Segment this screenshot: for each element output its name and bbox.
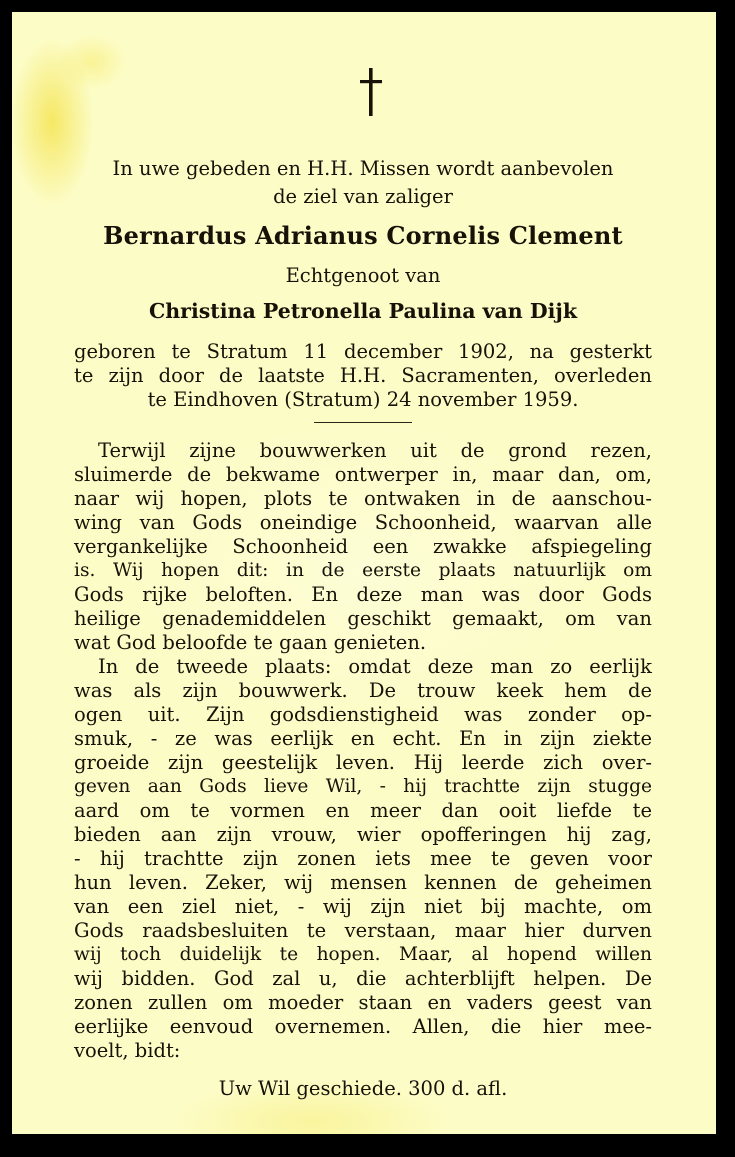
- body-line: wij toch duidelijk te hopen. Maar, al hopend willen: [74, 944, 652, 965]
- body-line: sluimerde de bekwame ontwerper in, maar dan, om,: [74, 463, 652, 486]
- body-line: is. Wij hopen dit: in de eerste plaats natuurlijk om: [74, 560, 652, 581]
- body-line: hun leven. Zeker, wij mensen kennen de geheimen: [74, 871, 652, 894]
- body-line: zonen zullen om moeder staan en vaders geest van: [74, 991, 652, 1014]
- body-line: naar wij hopen, plots te ontwaken in de aanschou-: [74, 487, 652, 510]
- intro-line: In uwe gebeden en H.H. Missen wordt aanbevolen: [112, 157, 614, 180]
- details-line: te zijn door de laatste H.H. Sacramenten, overleden: [74, 364, 652, 387]
- deceased-name: Bernardus Adrianus Cornelis Clement: [103, 221, 623, 250]
- body-line: Terwijl zijne bouwwerken uit de grond rezen,: [98, 439, 652, 462]
- details-line: geboren te Stratum 11 december 1902, na gesterkt: [74, 340, 652, 363]
- body-line: wat God beloofde te gaan genieten.: [74, 631, 427, 654]
- body-line: wing van Gods oneindige Schoonheid, waarvan alle: [74, 511, 652, 534]
- prayer-text: Uw Wil geschiede. 300 d. afl.: [218, 1077, 508, 1100]
- body-line: wij bidden. God zal u, die achterblijft helpen. De: [74, 967, 652, 990]
- body-line: van een ziel niet, - wij zijn niet bij machte, om: [74, 895, 652, 918]
- body-line: heilige genademiddelen geschikt gemaakt, om van: [74, 607, 652, 630]
- body-line: - hij trachtte zijn zonen iets mee te geven voor: [74, 847, 652, 870]
- body-line: bieden aan zijn vrouw, wier opofferingen hij zag,: [74, 823, 652, 846]
- body-line: aard om te vormen en meer dan ooit liefde te: [74, 799, 652, 822]
- body-line: In de tweede plaats: omdat deze man zo eerlijk: [98, 655, 652, 678]
- body-line: vergankelijke Schoonheid een zwakke afspiegeling: [74, 535, 652, 558]
- body-line: smuk, - ze was eerlijk en echt. En in zijn ziekte: [74, 727, 652, 750]
- body-line: eerlijke eenvoud overnemen. Allen, die hier mee-: [74, 1015, 652, 1038]
- body-line: Gods rijke beloften. En deze man was door Gods: [74, 583, 652, 606]
- body-line: voelt, bidt:: [74, 1039, 181, 1062]
- body-line: was als zijn bouwwerk. De trouw keek hem de: [74, 679, 652, 702]
- relation-text: Echtgenoot van: [285, 264, 441, 287]
- details-line: te Eindhoven (Stratum) 24 november 1959.: [147, 388, 579, 411]
- separator-rule: [314, 422, 412, 423]
- intro-line: de ziel van zaliger: [273, 185, 453, 208]
- body-line: Gods raadsbesluiten te verstaan, maar hier durven: [74, 919, 652, 942]
- body-line: geven aan Gods lieve Wil, - hij trachtte zijn stugge: [74, 776, 652, 797]
- cross-icon: [356, 66, 386, 118]
- memorial-card: [12, 12, 716, 1134]
- body-line: ogen uit. Zijn godsdienstigheid was zonder op-: [74, 703, 652, 726]
- spouse-name: Christina Petronella Paulina van Dijk: [148, 299, 578, 323]
- body-line: groeide zijn geestelijk leven. Hij leerde zich over-: [74, 751, 652, 774]
